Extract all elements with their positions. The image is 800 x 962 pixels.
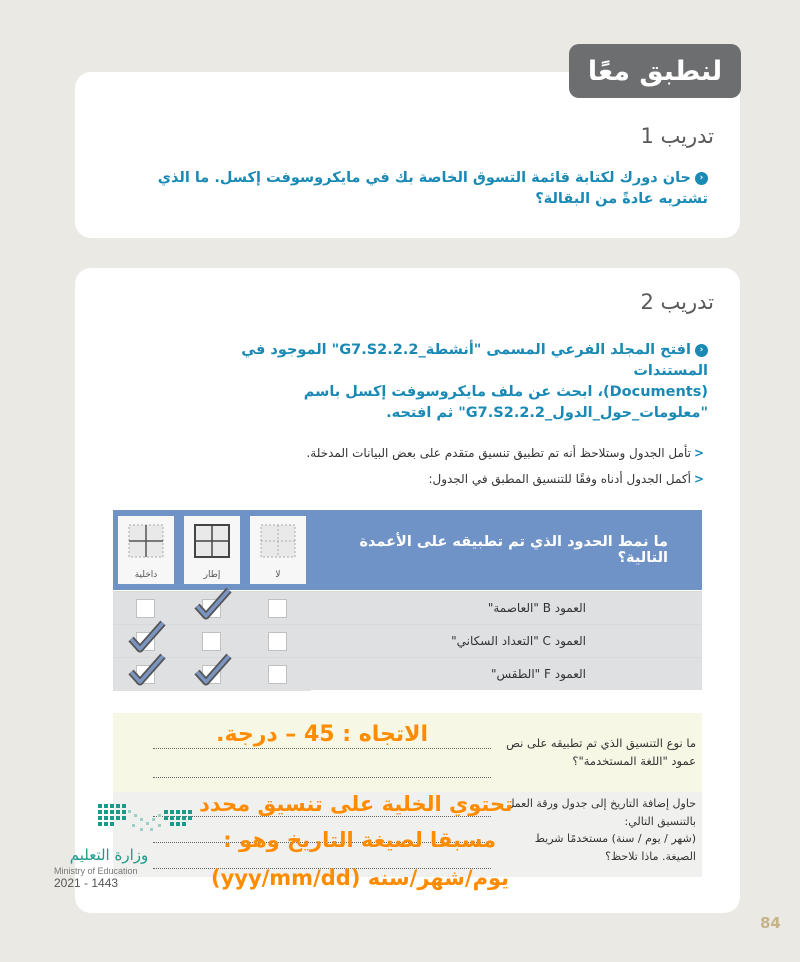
answer-question-2 [500,795,696,865]
exercise2-title: تدريب 2 [640,290,714,314]
handwritten-answer-2: تحتوي الخلية على تنسيق محدد [199,792,513,816]
exercise1-question [118,168,708,210]
handwritten-answer-1: الاتجاه : 45 – درجة. [216,722,428,747]
checkmark-icon [193,586,233,622]
ministry-name-arabic: وزارة التعليم [69,846,149,864]
checkbox-outline[interactable] [202,632,221,651]
answer-line[interactable] [153,777,491,778]
edition-year: 2021 - 1443 [54,876,119,890]
border-style-table [113,510,702,691]
checkbox-none[interactable] [268,599,287,618]
handwritten-answer-3: مسبقا لصيغة التاريخ وهو : [223,828,496,852]
answer-question-1: ما نوع التنسيق الذي تم تطبيقه على نص عمود "اللغة المستخدمة"؟ [506,736,696,768]
step-1-text: تأمل الجدول وستلاحظ أنه تم تطبيق تنسيق متقدم على بعض البيانات المدخلة. [306,446,691,460]
exercise2-instruction [228,340,708,424]
no-border-icon [260,524,296,558]
exercise1-title: تدريب 1 [640,124,714,148]
checkmark-icon [127,652,167,688]
ministry-logo [54,802,204,892]
ministry-logo-icon [54,802,204,842]
checkbox-none[interactable] [268,632,287,651]
table-header-question: ما نمط الحدود الذي تم تطبيقه على الأعمدة التالية؟ [311,510,702,590]
border-option-outline: إطار [203,570,221,580]
row-label: العمود F "الطقس" [311,658,702,690]
arrow-icon: < [693,446,704,460]
header-outline-border [179,510,245,590]
checkbox-none[interactable] [268,665,287,684]
header-none-border [245,510,311,590]
table-row [113,591,702,624]
step-2-text: أكمل الجدول أدناه وفقًا للتنسيق المطبق في الجدول: [428,472,691,486]
outline-border-icon [194,524,230,558]
header-inside-border [113,510,179,590]
instruction-line1: افتح المجلد الفرعي المسمى "أنشطة_G7.S2.2.2" الموجود في المستندات [241,342,708,379]
answer-question-2-line1: حاول إضافة التاريخ إلى جدول ورقة العمل بالتنسيق التالي: [506,797,696,828]
border-option-none: لا [275,570,281,580]
checkmark-icon [193,652,233,688]
section-title: لنطبق معًا [569,44,741,98]
chevron-bullet-icon: ‹ [695,172,708,185]
border-option-inside: داخلية [134,570,158,580]
step-2 [428,472,704,486]
checkbox-inside[interactable] [136,599,155,618]
step-1 [306,446,704,460]
instruction-line2: (Documents)، ابحث عن ملف مايكروسوفت إكسل باسم [303,384,708,400]
handwritten-answer-4: يوم/شهر/سنه (yyy/mm/dd) [210,866,510,890]
answer-question-2-line2: (شهر / يوم / سنة) مستخدمًا شريط الصيغة. ماذا تلاحظ؟ [534,832,696,863]
inside-border-icon [128,524,164,558]
row-label: العمود B "العاصمة" [311,592,702,624]
table-row [113,657,702,690]
chevron-bullet-icon: ‹ [695,344,708,357]
row-label: العمود C "التعداد السكاني" [311,625,702,657]
ministry-name-english: Ministry of Education [54,866,138,876]
checkmark-icon [127,619,167,655]
page-number: 84 [760,914,781,932]
arrow-icon: < [693,472,704,486]
exercise1-question-text: حان دورك لكتابة قائمة التسوق الخاصة بك في مايكروسوفت إكسل. ما الذي تشتريه عادةً من البقالة؟ [157,170,708,207]
instruction-line3: "معلومات_حول_الدول_G7.S2.2.2" ثم افتحه. [386,405,708,421]
answer-line[interactable] [153,748,491,749]
